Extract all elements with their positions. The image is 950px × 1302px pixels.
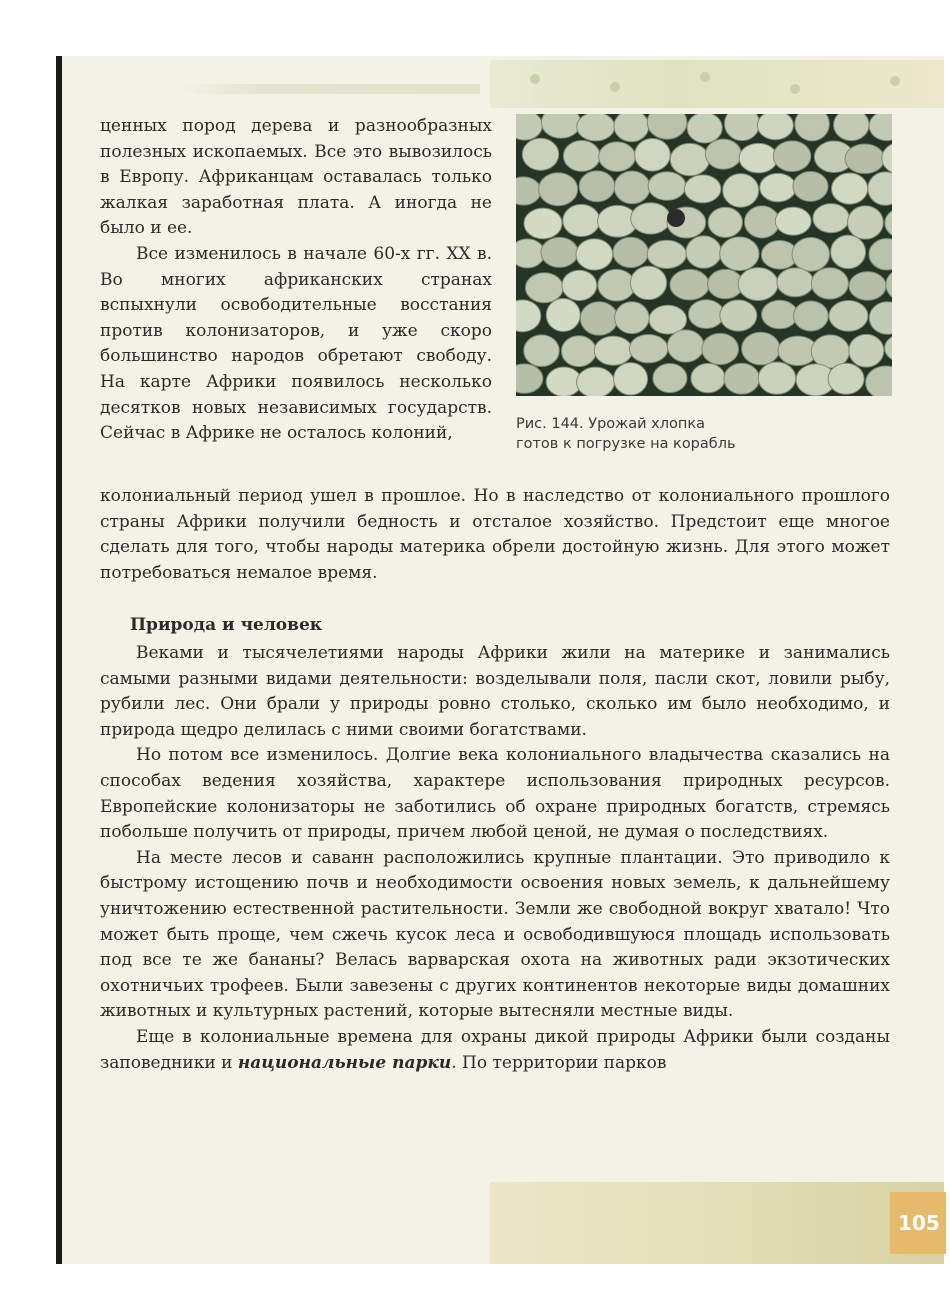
- cotton-bale: [516, 177, 541, 205]
- cotton-bale: [579, 171, 615, 202]
- cotton-bale: [775, 207, 811, 235]
- cotton-bale: [599, 142, 636, 172]
- cotton-bale: [614, 171, 650, 204]
- cotton-bale: [516, 364, 543, 393]
- cotton-bale: [868, 172, 892, 205]
- cotton-bale: [777, 268, 814, 297]
- cotton-bale: [869, 238, 892, 270]
- cotton-bale: [522, 138, 558, 170]
- column-paragraph-2: Все изменилось в начале 60-х гг. XX в. Во многих африканских странах вспыхнули освободительные восстания против колонизаторов, и уже скоро большинство народов обретают свободу. На карте Африки появилось несколько десятков новых независимых государств. Сейчас в Африке не осталось колоний,: [100, 243, 492, 444]
- cotton-bale: [744, 206, 779, 238]
- caption-line-2: готов к погрузке на корабль: [516, 436, 736, 452]
- cotton-bale: [885, 208, 892, 238]
- cotton-bale: [546, 298, 580, 331]
- cotton-bale: [792, 237, 830, 271]
- footer-decorative-band: [490, 1182, 944, 1264]
- cotton-bale: [742, 332, 780, 365]
- cotton-bale: [598, 269, 635, 301]
- paragraph-continuation: колониальный период ушел в прошлое. Но в наследство от колониального прошлого страны Африки получили бедность и отсталое хозяйство. Предстоит еще многое сделать для того, чтобы народы материка обрели достойную жизнь. Для этого может потребоваться немалое время.: [100, 486, 890, 583]
- wide-text-continuation: [100, 484, 890, 586]
- cotton-bale: [563, 140, 600, 171]
- cotton-bale: [882, 142, 892, 174]
- column-paragraph-1: ценных пород дерева и разнообразных полезных ископаемых. Все это вывозилось в Европу. Африканцам оставалась только жалкая заработная плата. А иногда не было и ее.: [100, 116, 492, 239]
- cotton-bale: [516, 239, 545, 268]
- header-decorative-band: [490, 60, 944, 108]
- cotton-bale: [653, 363, 687, 392]
- cotton-bale: [869, 302, 892, 334]
- cotton-bale: [594, 336, 632, 365]
- cotton-bale: [524, 335, 560, 367]
- cotton-bale: [635, 138, 671, 171]
- cotton-bale: [831, 235, 866, 269]
- cotton-bale: [562, 270, 597, 300]
- cotton-bale: [670, 269, 709, 300]
- cotton-bale: [795, 114, 829, 141]
- cotton-bale: [687, 114, 722, 143]
- cotton-bale: [849, 272, 886, 301]
- cotton-bale: [524, 208, 562, 239]
- cotton-bale: [757, 114, 793, 140]
- cotton-bale: [525, 273, 563, 303]
- cotton-bale: [577, 114, 615, 141]
- section-heading: Природа и человек: [130, 615, 323, 635]
- cotton-bale: [613, 237, 648, 267]
- cotton-bale: [691, 363, 725, 392]
- cotton-bale: [576, 239, 613, 270]
- cotton-bale: [630, 266, 666, 300]
- cotton-bale: [738, 268, 778, 301]
- cotton-bales-image: [516, 114, 892, 396]
- section-paragraph-2: Но потом все изменилось. Долгие века колониального владычества сказались на способах ведения хозяйства, характере использования природных ресурсов. Европейские колонизаторы не заботились об охране природных богатств, стремясь побольше получить от природы, причем любой ценой, не думая о последствиях.: [100, 745, 890, 843]
- cotton-bale: [886, 269, 892, 301]
- cotton-bale: [725, 114, 760, 141]
- cotton-bale: [684, 175, 720, 203]
- cotton-bale: [828, 363, 864, 394]
- paragraph-4-start: Еще в колониальные времена для охраны дикой природы Африки были созданы заповедники и: [100, 1026, 890, 1073]
- cotton-bale: [845, 144, 884, 174]
- paragraph-4-end: . По территории парков: [451, 1052, 667, 1073]
- cotton-bale: [794, 301, 829, 331]
- worker-figure: [667, 209, 685, 227]
- cotton-bale: [834, 114, 869, 141]
- cotton-bale: [563, 204, 600, 236]
- cotton-bale: [720, 300, 757, 331]
- cotton-harvest-photo: [516, 114, 892, 396]
- caption-line-1: Рис. 144. Урожай хлопка: [516, 416, 705, 432]
- page-binding-edge: [56, 56, 62, 1264]
- cotton-bale: [762, 300, 798, 328]
- cotton-bale: [866, 366, 892, 396]
- cotton-bale: [561, 336, 596, 367]
- cotton-bale: [720, 237, 759, 271]
- cotton-bale: [702, 333, 739, 364]
- cotton-bale: [813, 204, 849, 233]
- cotton-bale: [723, 174, 759, 208]
- cotton-bale: [831, 173, 867, 204]
- cotton-bale: [686, 236, 721, 268]
- cotton-bale: [739, 143, 777, 173]
- cotton-bale: [615, 302, 649, 334]
- cotton-bale: [773, 141, 811, 172]
- left-column-text: [100, 114, 492, 447]
- cotton-bale: [811, 268, 848, 299]
- cotton-bale: [614, 114, 649, 142]
- cotton-bale: [849, 334, 884, 367]
- cotton-bale: [793, 171, 828, 201]
- cotton-bale: [629, 335, 668, 363]
- cotton-bale: [758, 362, 795, 394]
- cotton-bale: [541, 237, 578, 267]
- page-number-badge: 105: [890, 1192, 946, 1254]
- cotton-bale: [760, 173, 796, 201]
- section-paragraph-1: Веками и тысячелетиями народы Африки жили на материке и занимались самыми разными видами деятельности: возделывали поля, пасли скот, ловили рыбу, рубили лес. Они брали у природы ровно столько, сколько им было необходимо, и природа щедро делилась с ними своими богатствами.: [100, 643, 890, 740]
- cotton-bale: [648, 172, 686, 201]
- national-parks-term: национальные парки: [237, 1052, 452, 1073]
- section-paragraph-3: На месте лесов и саванн расположились крупные плантации. Это приводило к быстрому истощению почв и необходимости освоения новых земель, к дальнейшему уничтожению естественной растительности. Земли же свободной вокруг хватало! Что может быть проще, чем сжечь кусок леса и освободившуюся площадь использовать под все те же бананы? Велась варварская охота на животных ради экзотических охотничьих трофеев. Были завезены с других континентов некоторые виды домашних животных и культурных растений, которые вытесняли местные виды.: [100, 847, 890, 1022]
- cotton-bale: [705, 139, 741, 169]
- section-body: [100, 641, 890, 1076]
- cotton-bale: [869, 114, 892, 141]
- cotton-bale: [667, 330, 704, 362]
- header-decoration: [180, 84, 480, 94]
- cotton-bale: [647, 240, 686, 268]
- cotton-bale: [516, 114, 542, 140]
- cotton-bale: [689, 300, 724, 329]
- cotton-bale: [631, 203, 671, 234]
- cotton-bale: [614, 363, 648, 395]
- cotton-bale: [649, 305, 687, 334]
- figure-caption: [516, 414, 892, 454]
- cotton-bale: [580, 302, 617, 335]
- cotton-bale: [885, 334, 892, 363]
- cotton-bale: [829, 300, 868, 331]
- section-paragraph-4: [100, 1025, 890, 1076]
- cotton-bale: [541, 114, 580, 138]
- cotton-bale: [708, 207, 742, 237]
- cotton-bale: [647, 114, 687, 139]
- cotton-bale: [516, 300, 541, 332]
- cotton-bale: [670, 143, 709, 175]
- cotton-bale: [847, 206, 883, 239]
- cotton-bale: [539, 173, 578, 206]
- cotton-bale: [724, 363, 760, 394]
- cotton-bale: [577, 367, 615, 396]
